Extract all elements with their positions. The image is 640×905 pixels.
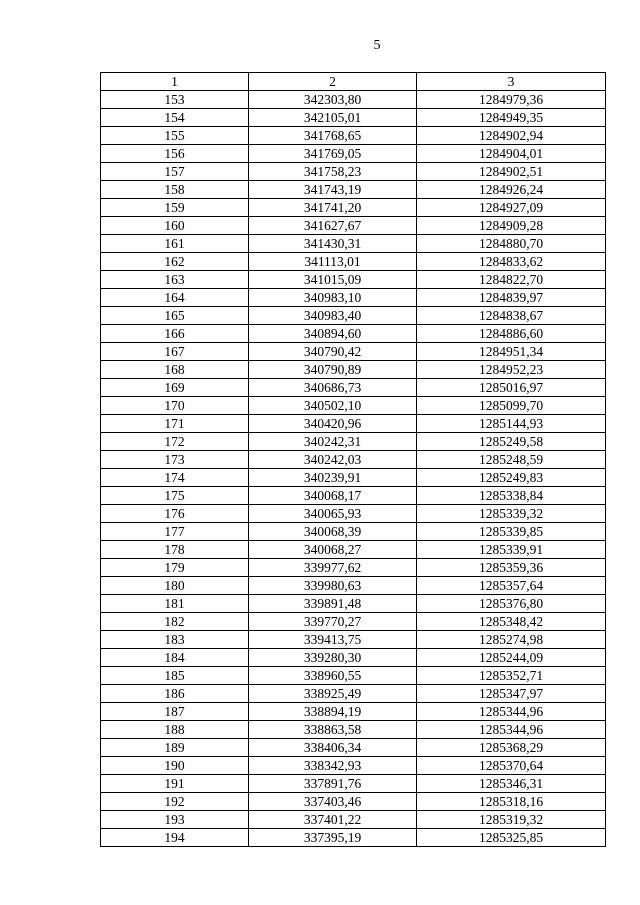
cell-x: 341430,31 <box>249 235 417 253</box>
cell-x: 341769,05 <box>249 145 417 163</box>
cell-x: 337395,19 <box>249 829 417 847</box>
cell-x: 340983,10 <box>249 289 417 307</box>
table-row <box>101 415 606 433</box>
table-row <box>101 361 606 379</box>
cell-point-number: 192 <box>101 793 249 811</box>
cell-point-number: 160 <box>101 217 249 235</box>
table-row <box>101 793 606 811</box>
cell-point-number: 156 <box>101 145 249 163</box>
cell-point-number: 154 <box>101 109 249 127</box>
cell-point-number: 164 <box>101 289 249 307</box>
cell-y: 1285339,32 <box>417 505 606 523</box>
table-row <box>101 199 606 217</box>
cell-point-number: 187 <box>101 703 249 721</box>
table-row <box>101 667 606 685</box>
cell-y: 1285348,42 <box>417 613 606 631</box>
cell-point-number: 188 <box>101 721 249 739</box>
table-row <box>101 703 606 721</box>
cell-x: 340242,03 <box>249 451 417 469</box>
cell-point-number: 184 <box>101 649 249 667</box>
table-row <box>101 109 606 127</box>
cell-y: 1285319,32 <box>417 811 606 829</box>
cell-point-number: 174 <box>101 469 249 487</box>
cell-y: 1284979,36 <box>417 91 606 109</box>
table-row <box>101 235 606 253</box>
table-row <box>101 757 606 775</box>
cell-y: 1285099,70 <box>417 397 606 415</box>
cell-x: 339891,48 <box>249 595 417 613</box>
cell-point-number: 193 <box>101 811 249 829</box>
cell-point-number: 170 <box>101 397 249 415</box>
cell-y: 1285352,71 <box>417 667 606 685</box>
table-row <box>101 91 606 109</box>
cell-point-number: 162 <box>101 253 249 271</box>
cell-point-number: 172 <box>101 433 249 451</box>
cell-y: 1284902,94 <box>417 127 606 145</box>
cell-point-number: 167 <box>101 343 249 361</box>
cell-point-number: 176 <box>101 505 249 523</box>
cell-y: 1284926,24 <box>417 181 606 199</box>
cell-point-number: 163 <box>101 271 249 289</box>
column-header-point-number: 1 <box>101 73 249 91</box>
cell-y: 1285144,93 <box>417 415 606 433</box>
cell-point-number: 191 <box>101 775 249 793</box>
table-row <box>101 217 606 235</box>
cell-y: 1284952,23 <box>417 361 606 379</box>
cell-y: 1285344,96 <box>417 703 606 721</box>
cell-y: 1285344,96 <box>417 721 606 739</box>
table-row <box>101 487 606 505</box>
table-row <box>101 649 606 667</box>
cell-x: 342303,80 <box>249 91 417 109</box>
cell-y: 1285357,64 <box>417 577 606 595</box>
table-row <box>101 829 606 847</box>
cell-point-number: 157 <box>101 163 249 181</box>
table-row <box>101 739 606 757</box>
table-row <box>101 469 606 487</box>
cell-x: 340068,27 <box>249 541 417 559</box>
cell-y: 1284839,97 <box>417 289 606 307</box>
cell-point-number: 175 <box>101 487 249 505</box>
table-row <box>101 163 606 181</box>
cell-x: 338406,34 <box>249 739 417 757</box>
table-body <box>101 91 606 847</box>
table-row <box>101 325 606 343</box>
cell-x: 341015,09 <box>249 271 417 289</box>
cell-x: 340068,39 <box>249 523 417 541</box>
table-row <box>101 397 606 415</box>
table-row <box>101 433 606 451</box>
cell-x: 340420,96 <box>249 415 417 433</box>
cell-x: 340242,31 <box>249 433 417 451</box>
cell-point-number: 161 <box>101 235 249 253</box>
cell-y: 1284880,70 <box>417 235 606 253</box>
cell-point-number: 155 <box>101 127 249 145</box>
cell-point-number: 190 <box>101 757 249 775</box>
cell-x: 341741,20 <box>249 199 417 217</box>
cell-point-number: 159 <box>101 199 249 217</box>
cell-x: 338925,49 <box>249 685 417 703</box>
cell-y: 1284904,01 <box>417 145 606 163</box>
cell-x: 340894,60 <box>249 325 417 343</box>
cell-x: 338960,55 <box>249 667 417 685</box>
table-row <box>101 595 606 613</box>
cell-x: 339413,75 <box>249 631 417 649</box>
cell-x: 340068,17 <box>249 487 417 505</box>
cell-x: 337403,46 <box>249 793 417 811</box>
cell-y: 1284886,60 <box>417 325 606 343</box>
cell-y: 1284949,35 <box>417 109 606 127</box>
cell-x: 340983,40 <box>249 307 417 325</box>
cell-point-number: 181 <box>101 595 249 613</box>
cell-point-number: 177 <box>101 523 249 541</box>
table-row <box>101 613 606 631</box>
cell-point-number: 168 <box>101 361 249 379</box>
cell-x: 338342,93 <box>249 757 417 775</box>
cell-point-number: 158 <box>101 181 249 199</box>
cell-point-number: 173 <box>101 451 249 469</box>
table-row <box>101 307 606 325</box>
cell-point-number: 189 <box>101 739 249 757</box>
cell-x: 342105,01 <box>249 109 417 127</box>
cell-y: 1284838,67 <box>417 307 606 325</box>
cell-y: 1285376,80 <box>417 595 606 613</box>
table-row <box>101 451 606 469</box>
cell-y: 1285359,36 <box>417 559 606 577</box>
cell-point-number: 171 <box>101 415 249 433</box>
cell-x: 340790,89 <box>249 361 417 379</box>
cell-point-number: 179 <box>101 559 249 577</box>
cell-y: 1285016,97 <box>417 379 606 397</box>
cell-y: 1285370,64 <box>417 757 606 775</box>
cell-y: 1284927,09 <box>417 199 606 217</box>
table-header <box>101 73 606 91</box>
table-row <box>101 379 606 397</box>
cell-point-number: 186 <box>101 685 249 703</box>
cell-y: 1285325,85 <box>417 829 606 847</box>
column-header-y: 3 <box>417 73 606 91</box>
cell-x: 339770,27 <box>249 613 417 631</box>
table-header-row <box>101 73 606 91</box>
cell-x: 340239,91 <box>249 469 417 487</box>
cell-y: 1285274,98 <box>417 631 606 649</box>
table-row <box>101 343 606 361</box>
cell-y: 1285347,97 <box>417 685 606 703</box>
table-row <box>101 505 606 523</box>
table-row <box>101 541 606 559</box>
table-row <box>101 577 606 595</box>
cell-x: 341743,19 <box>249 181 417 199</box>
cell-x: 338894,19 <box>249 703 417 721</box>
cell-point-number: 169 <box>101 379 249 397</box>
cell-point-number: 194 <box>101 829 249 847</box>
cell-y: 1285339,85 <box>417 523 606 541</box>
cell-x: 339977,62 <box>249 559 417 577</box>
table-row <box>101 253 606 271</box>
cell-x: 339280,30 <box>249 649 417 667</box>
cell-y: 1284902,51 <box>417 163 606 181</box>
cell-x: 340065,93 <box>249 505 417 523</box>
table-row <box>101 631 606 649</box>
cell-x: 340790,42 <box>249 343 417 361</box>
cell-x: 340502,10 <box>249 397 417 415</box>
cell-y: 1285318,16 <box>417 793 606 811</box>
cell-y: 1285339,91 <box>417 541 606 559</box>
cell-y: 1284822,70 <box>417 271 606 289</box>
cell-point-number: 166 <box>101 325 249 343</box>
table-row <box>101 289 606 307</box>
cell-y: 1285368,29 <box>417 739 606 757</box>
cell-x: 341113,01 <box>249 253 417 271</box>
cell-point-number: 153 <box>101 91 249 109</box>
cell-x: 340686,73 <box>249 379 417 397</box>
cell-x: 341768,65 <box>249 127 417 145</box>
column-header-x: 2 <box>249 73 417 91</box>
cell-x: 338863,58 <box>249 721 417 739</box>
cell-point-number: 185 <box>101 667 249 685</box>
cell-y: 1285249,83 <box>417 469 606 487</box>
table-row <box>101 181 606 199</box>
cell-point-number: 178 <box>101 541 249 559</box>
cell-x: 337891,76 <box>249 775 417 793</box>
cell-y: 1285248,59 <box>417 451 606 469</box>
table-row <box>101 523 606 541</box>
cell-y: 1284951,34 <box>417 343 606 361</box>
table-row <box>101 685 606 703</box>
cell-y: 1285249,58 <box>417 433 606 451</box>
cell-y: 1285346,31 <box>417 775 606 793</box>
cell-point-number: 180 <box>101 577 249 595</box>
table-row <box>101 775 606 793</box>
table-row <box>101 811 606 829</box>
cell-x: 337401,22 <box>249 811 417 829</box>
cell-point-number: 165 <box>101 307 249 325</box>
cell-x: 341758,23 <box>249 163 417 181</box>
table-row <box>101 559 606 577</box>
cell-y: 1284833,62 <box>417 253 606 271</box>
table-row <box>101 271 606 289</box>
cell-x: 339980,63 <box>249 577 417 595</box>
page-number: 5 <box>373 38 381 53</box>
table-row <box>101 145 606 163</box>
cell-y: 1285244,09 <box>417 649 606 667</box>
table-row <box>101 721 606 739</box>
cell-y: 1284909,28 <box>417 217 606 235</box>
cell-y: 1285338,84 <box>417 487 606 505</box>
table-row <box>101 127 606 145</box>
coordinates-table <box>100 72 606 847</box>
cell-x: 341627,67 <box>249 217 417 235</box>
cell-point-number: 183 <box>101 631 249 649</box>
cell-point-number: 182 <box>101 613 249 631</box>
